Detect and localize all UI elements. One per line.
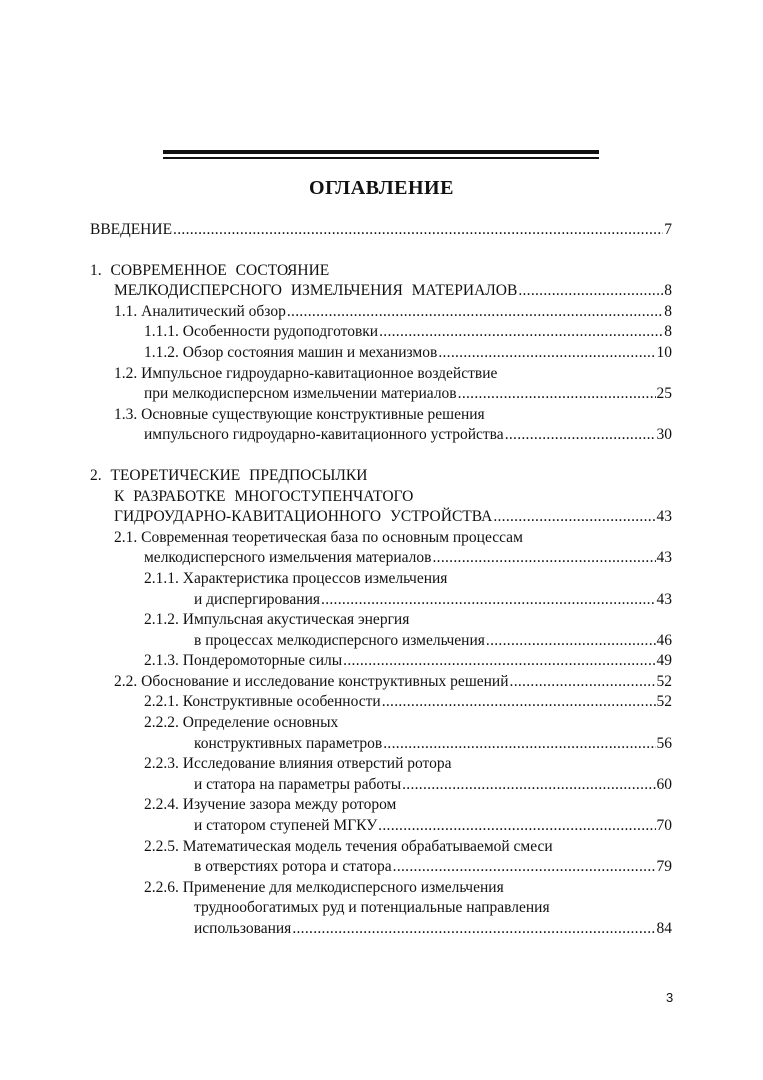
toc-leader [458, 384, 656, 405]
toc-leader [518, 281, 663, 302]
toc-chapter-1-line1 [90, 261, 672, 282]
toc-leader [382, 692, 656, 713]
page-title: ОГЛАВЛЕНИЕ [309, 177, 454, 199]
toc-leader [292, 919, 655, 940]
toc-page-number: 8 [664, 323, 672, 341]
toc-leader [173, 220, 663, 241]
toc-leader [510, 672, 656, 693]
toc-entry-label: и диспергирования [194, 590, 321, 608]
toc-entry-label: в процессах мелкодисперсного измельчения [194, 631, 485, 649]
toc-leader [383, 734, 655, 755]
toc-section-2-1[interactable] [90, 548, 672, 569]
toc-entry-label: 1.1.1. Особенности рудоподготовки [144, 323, 379, 341]
toc-entry-label: 1. СОВРЕМЕННОЕ СОСТОЯНИЕ [90, 261, 330, 279]
toc-page-number: 7 [664, 221, 672, 238]
toc-entry-label: в отверстиях ротора и статора [194, 858, 392, 876]
toc-page-number: 56 [656, 734, 672, 752]
toc-page-number: 8 [664, 302, 672, 320]
toc-page-number: 70 [656, 817, 672, 835]
toc-section-2-1-line1 [90, 528, 672, 549]
toc-section-2-2-6-line1 [90, 878, 672, 899]
toc-section-2-2-6[interactable] [90, 919, 672, 940]
toc-entry-label: 2.2.3. Исследование влияния отверстий ротора [144, 755, 452, 773]
toc-section-1-3[interactable] [90, 425, 672, 446]
toc-entry-label: и статором ступеней МГКУ [194, 817, 378, 835]
toc-entry-label: 2.2.5. Математическая модель течения обрабатываемой смеси [144, 837, 553, 855]
toc-section-2-1-1[interactable] [90, 590, 672, 611]
toc-leader [493, 507, 655, 528]
toc-entry-label: труднообогатимых руд и потенциальные направления [194, 899, 550, 917]
toc-entry-label: 1.3. Основные существующие конструктивные решения [114, 405, 485, 423]
header-rule-thick [163, 150, 599, 154]
toc-section-2-2-3-line1 [90, 754, 672, 775]
toc-section-2-2-2[interactable] [90, 734, 672, 755]
toc-page-number: 60 [656, 775, 672, 793]
toc-page-number: 84 [656, 920, 672, 937]
toc-section-2-2[interactable] [90, 672, 672, 693]
toc-section-2-2-3[interactable] [90, 775, 672, 796]
toc-section-2-1-1-line1 [90, 569, 672, 590]
toc-entry-label: 1.1. Аналитический обзор [114, 302, 286, 320]
toc-section-2-1-2-line1 [90, 610, 672, 631]
toc-section-2-1-2[interactable] [90, 631, 672, 652]
toc-section-2-2-4-line1 [90, 795, 672, 816]
toc-leader [432, 548, 655, 569]
toc-leader [505, 425, 656, 446]
toc-section-1-1-1[interactable] [90, 322, 672, 343]
toc-section-2-2-2-line1 [90, 713, 672, 734]
toc-chapter-2-line1 [90, 466, 672, 487]
toc-leader [379, 322, 663, 343]
toc-leader [393, 857, 656, 878]
toc-entry-label: МЕЛКОДИСПЕРСНОГО ИЗМЕЛЬЧЕНИЯ МАТЕРИАЛОВ [114, 282, 518, 300]
toc-page-number: 79 [656, 858, 672, 876]
toc-page-number: 8 [664, 282, 672, 300]
toc-entry-label: 2.2.4. Изучение зазора между ротором [144, 796, 397, 814]
toc-entry-label: использования [194, 920, 292, 937]
toc-entry-label: мелкодисперсного измельчения материалов [144, 549, 432, 567]
header-rule-thin [163, 157, 599, 159]
toc-entry-label: 2.2.6. Применение для мелкодисперсного измельчения [144, 878, 504, 896]
toc-leader [438, 343, 655, 364]
toc-entry-label: 2.1.2. Импульсная акустическая энергия [144, 611, 410, 629]
toc-page-number: 46 [656, 631, 672, 649]
toc-leader [287, 302, 663, 323]
toc-section-2-2-6-line2 [90, 898, 672, 919]
toc-section-1-3-line1 [90, 405, 672, 426]
toc-section-2-2-1[interactable] [90, 692, 672, 713]
toc-page-number: 49 [656, 652, 672, 670]
toc-entry-label: 2.1.3. Пондеромоторные силы [144, 652, 343, 670]
toc-section-1-1-2[interactable] [90, 343, 672, 364]
toc-section-1-2-line1 [90, 364, 672, 385]
toc-section-2-2-5[interactable] [90, 857, 672, 878]
toc-page-number: 10 [656, 343, 672, 361]
toc-chapter-1[interactable] [90, 281, 672, 302]
toc-page-number: 25 [656, 385, 672, 403]
toc-entry-label: ГИДРОУДАРНО-КАВИТАЦИОННОГО УСТРОЙСТВА [114, 508, 493, 526]
toc-entry-label: К РАЗРАБОТКЕ МНОГОСТУПЕНЧАТОГО [114, 487, 414, 505]
toc-page-number: 52 [656, 672, 672, 690]
toc-leader [378, 816, 655, 837]
toc-chapter-2-line2 [90, 487, 672, 508]
toc-page-number: 43 [656, 590, 672, 608]
toc-entry-intro[interactable] [90, 220, 672, 241]
toc-leader [402, 775, 655, 796]
toc-section-1-2[interactable] [90, 384, 672, 405]
toc-page-number: 43 [656, 549, 672, 567]
toc-leader [486, 631, 656, 652]
toc-entry-label: 2.1. Современная теоретическая база по основным процессам [114, 528, 523, 546]
toc-entry-label: 2.2.2. Определение основных [144, 714, 339, 732]
toc-entry-label: 2. ТЕОРЕТИЧЕСКИЕ ПРЕДПОСЫЛКИ [90, 466, 368, 484]
toc-leader [321, 590, 655, 611]
toc-section-2-2-5-line1 [90, 837, 672, 858]
toc-section-2-1-3[interactable] [90, 651, 672, 672]
toc-entry-label: 2.1.1. Характеристика процессов измельчения [144, 569, 448, 587]
toc-entry-label: и статора на параметры работы [194, 775, 402, 793]
toc-section-1-1[interactable] [90, 302, 672, 323]
toc-entry-label: ВВЕДЕНИЕ [90, 221, 173, 238]
toc-entry-label: при мелкодисперсном измельчении материалов [144, 385, 457, 403]
toc-page-number: 43 [656, 508, 672, 526]
toc-leader [343, 651, 655, 672]
table-of-contents [90, 220, 672, 940]
toc-page-number: 30 [656, 426, 672, 444]
toc-page-number: 52 [656, 693, 672, 711]
toc-entry-label: импульсного гидроударно-кавитационного устройства [144, 426, 504, 444]
toc-entry-label: 2.2. Обоснование и исследование конструктивных решений [114, 672, 509, 690]
toc-section-2-2-4[interactable] [90, 816, 672, 837]
toc-entry-label: 1.2. Импульсное гидроударно-кавитационное воздействие [114, 364, 498, 382]
toc-entry-label: 2.2.1. Конструктивные особенности [144, 693, 381, 711]
toc-chapter-2[interactable] [90, 507, 672, 528]
toc-entry-label: 1.1.2. Обзор состояния машин и механизмов [144, 343, 438, 361]
footer-page-number: 3 [666, 990, 674, 1005]
toc-entry-label: конструктивных параметров [194, 734, 383, 752]
